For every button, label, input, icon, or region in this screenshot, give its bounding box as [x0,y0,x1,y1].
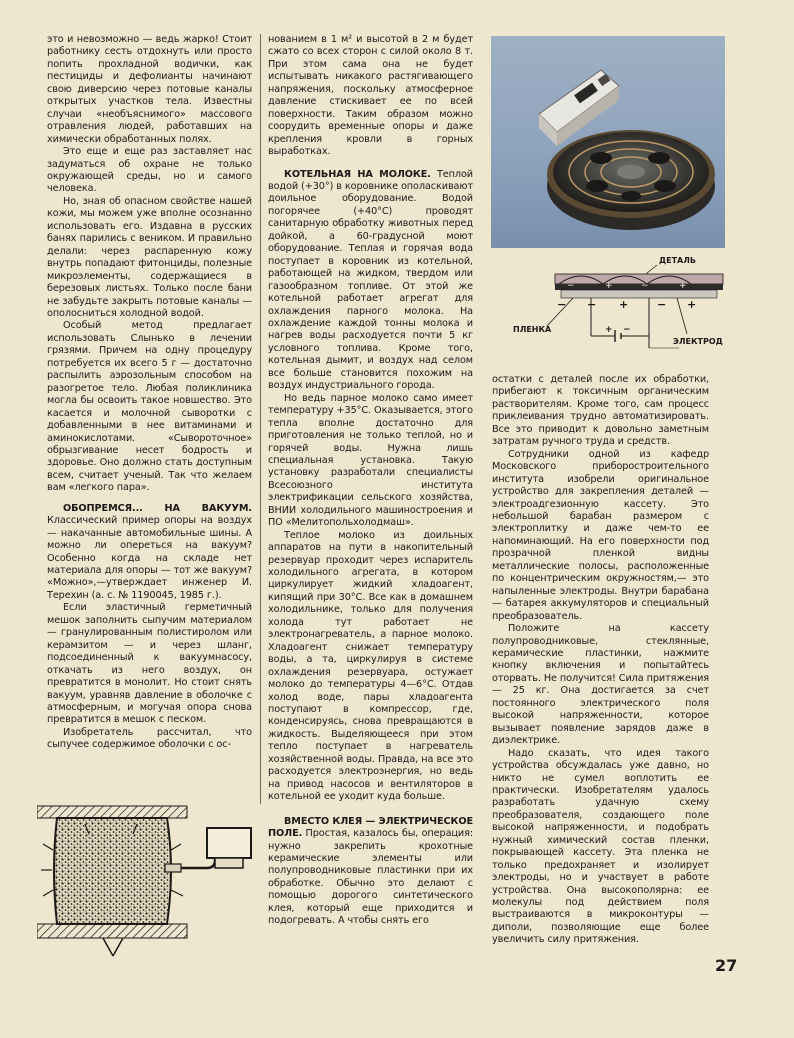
col3-paragraph-1: Сотрудники одной из кафедр Московского приборостроительного института изобрели оригинальное устройство для закрепления деталей — электроадгезионную кассету. Это небольшой барабан размером с электроплитку и даже чем-то ее напоминающий. На его поверхности под прозрачной пленкой видны металлические полосы, расположенные по концентрическим окружностям,— это напыленные электроды. Внутри барабана — батарея аккумуляторов и специальный преобразователь. [492,448,709,622]
col2-paragraph-4: Простая, казалось бы, операция: нужно закрепить крохотные керамические элементы или полупроводниковые пластинки при их обработке. Обычно это делают с помощью дорогого синтетического клея, который еще приходится и подогревать. А чтобы снять его [268,828,473,927]
svg-text:+: + [619,298,629,311]
vacuum-bag-svg [37,804,259,960]
electrode-diagram-svg [491,250,725,368]
page-number: 27 [715,956,738,975]
svg-text:+: + [687,298,697,311]
label-electrode: ЭЛЕКТРОД [673,337,723,346]
column-2 [268,34,473,928]
label-detail: ДЕТАЛЬ [659,256,696,265]
svg-text:−: − [657,298,667,311]
svg-text:+: + [679,281,687,291]
col1-paragraph-6: Если эластичный герметичный мешок заполнить сыпучим материалом — гранулированным полистиролом или керамзитом — и через шланг, подсоединенный к вакуумнасосу, откачать из него воздух, он превратится в монолит. Но стоит снять вакуум, уравняв давление в оболочке с атмосферным, и могучая опора снова превратится в мешок с песком. [47,602,252,726]
label-film: ПЛЕНКА [513,325,552,334]
electrode-diagram [491,250,725,368]
col2-paragraph-0: нованием в 1 м² и высотой в 2 м будет сжато со всех сторон с силой около 8 т. При этом сама она не будет испытывать никакого растягивающего напряжения, поскольку атмосферное давление стискивает ее по всей поверхности. Таким образом можно соорудить временные опоры и даже крепления кровли в горных выработках. [268,34,473,158]
section-heading-electric-field: ВМЕСТО КЛЕЯ — ЭЛЕКТРИЧЕСКОЕ ПОЛЕ. [268,815,473,840]
col2-paragraph-3: Теплое молоко из доильных аппаратов на пути в накопительный резервуар проходит через испаритель холодильного агрегата, в котором циркулирует жидкий хладоагент, кипящий при 30°С. Все как в домашнем холодильнике, только для получения холода тут работает не электронагреватель, а парное молоко. Хладоагент снижает температуру воды, а та, циркулируя в системе охлаждения резервуара, остужает молоко до температуры 4—6°С. Отдав холод воде, пары хладоагента поступают в компрессор, где, конденсируясь, снова превращаются в жидкость. Выделяющееся при этом тепло поступает в нагреватель хозяйственной воды. Правда, на все это расходуется электроэнергия, но ведь на привод насосов и вентиляторов в котельной ее уходит куда больше. [268,529,473,803]
vacuum-bag-illustration [37,804,259,960]
col2-section-1 [268,169,473,393]
column-1 [47,34,252,752]
col1-paragraph-5: Классический пример опоры на воздух — накачанные автомобильные шины. А можно ли опереться на вакуум? Особенно когда на складе нет материала для опоры — тот же вакуум? «Можно»,—утверждает инженер И. Терехин (а. с. № 1190045, 1985 г.). [47,515,252,601]
col1-section-2 [47,503,252,603]
svg-text:+: + [605,325,613,335]
column-3 [492,374,709,947]
col2-section-2 [268,816,473,928]
svg-text:−: − [641,281,649,291]
cassette-photo-illustration [491,36,725,248]
svg-text:−: − [623,325,631,335]
section-heading-milk-boiler: КОТЕЛЬНАЯ НА МОЛОКЕ. [284,168,431,180]
cassette-photo [491,36,725,248]
col3-paragraph-0: остатки с деталей после их обработки, прибегают к токсичным органическим растворителям. Кроме того, сам процесс приклеивания трудно автоматизировать. Все это приводит к довольно заметным затратам ручного труда и средств. [492,374,709,448]
col2-paragraph-1: Теплой водой (+30°) в коровнике ополаскивают доильное оборудование. Водой погорячее (+40°С) проводят санитарную обработку животных перед дойкой, а 60-градусной моют оборудование. Теплая и горячая вода поступает в коровник из котельной, работающей на жидком, твердом или газообразном топливе. От этой же котельной работает агрегат для охлаждения парного молока. На охлаждение каждой тонны молока и нагрев воды расходуется почти 5 кг условного топлива. Кроме того, котельная дымит, и воздух над селом все больше становится похожим на воздух индустриального города. [268,168,473,392]
col1-paragraph-1: это и невозможно — ведь жарко! Стоит работнику сесть отдохнуть или просто попить прохладной водички, как пестициды и дефолианты начинают свою диверсию через потовые каналы открытых участков тела. Известны случаи «необъяснимого» массового отравления людей, работавших на химически обработанных полях. [47,34,252,145]
col1-paragraph-4: Особый метод предлагает использовать Слынько в лечении грязями. Причем на одну процедуру потребуется их всего 5 г — достаточно распылить аэрозольным способом на разогретое тело. Любая поликлиника могла бы освоить такое новшество. Это касается и молочной сыворотки с добавленными в нее витаминами и аминокислотами. «Сывороточное» обрызгивание несет бодрость и здоровье. Оно должно стать доступным всем, считает ученый. Так что желаем вам «легкого пара». [47,320,252,494]
col3-paragraph-3: Надо сказать, что идея такого устройства обсуждалась уже давно, но никто не сумел воплотить ее практически. Изобретателям удалось разработать удачную схему преобразователя, создающего поле высокой напряженности, и подобрать нужный химический состав пленки, покрывающей кассету. Эта пленка не только предохраняет и изолирует электроды, но и участвует в работе устройства. Она высокополярна: ее молекулы под действием поля выстраиваются в микроконтуры — диполи, позволяющие еще более увеличить силу притяжения. [492,747,709,946]
svg-text:−: − [557,298,567,311]
col1-paragraph-3: Но, зная об опасном свойстве нашей кожи, мы можем уже вполне осознанно использовать его. Издавна в русских банях парились с веником. И правильно делали: через распаренную кожу внутрь попадают фитонциды, полезные микроэлементы, содержащиеся в березовых листьях. Только после бани не забудьте закрыть потовые каналы — ополосниться холодной водой. [47,195,252,319]
col1-paragraph-2: Это еще и еще раз заставляет нас задуматься об охране не только окружающей среды, но и самого человека. [47,146,252,195]
col3-paragraph-2: Положите на кассету полупроводниковые, стеклянные, керамические пластинки, нажмите кнопку включения и попытайтесь оторвать. Не получится! Сила притяжения — 25 кг. Она достигается за счет постоянного электрического поля высокой напряженности, которое вызывает появление зарядов даже в диэлектрике. [492,623,709,747]
col1-paragraph-7: Изобретатель рассчитал, что сыпучее содержимое оболочки с ос- [47,726,252,751]
svg-text:−: − [587,298,597,311]
svg-text:+: + [605,281,613,291]
col2-paragraph-2: Но ведь парное молоко само имеет температуру +35°С. Оказывается, этого тепла вполне достаточно для приготовления не только теплой, но и горячей воды. Нужна лишь специальная установка. Такую установку разработали специалисты Всесоюзного института электрификации сельского хозяйства, ВНИИ холодильного машиностроения и ПО «Мелитопольхолодмаш». [268,392,473,529]
adhesion-drum [547,130,715,230]
column-divider [260,34,261,804]
section-heading-vacuum: ОБОПРЕМСЯ... НА ВАКУУМ. [63,502,252,514]
svg-text:−: − [567,281,575,291]
